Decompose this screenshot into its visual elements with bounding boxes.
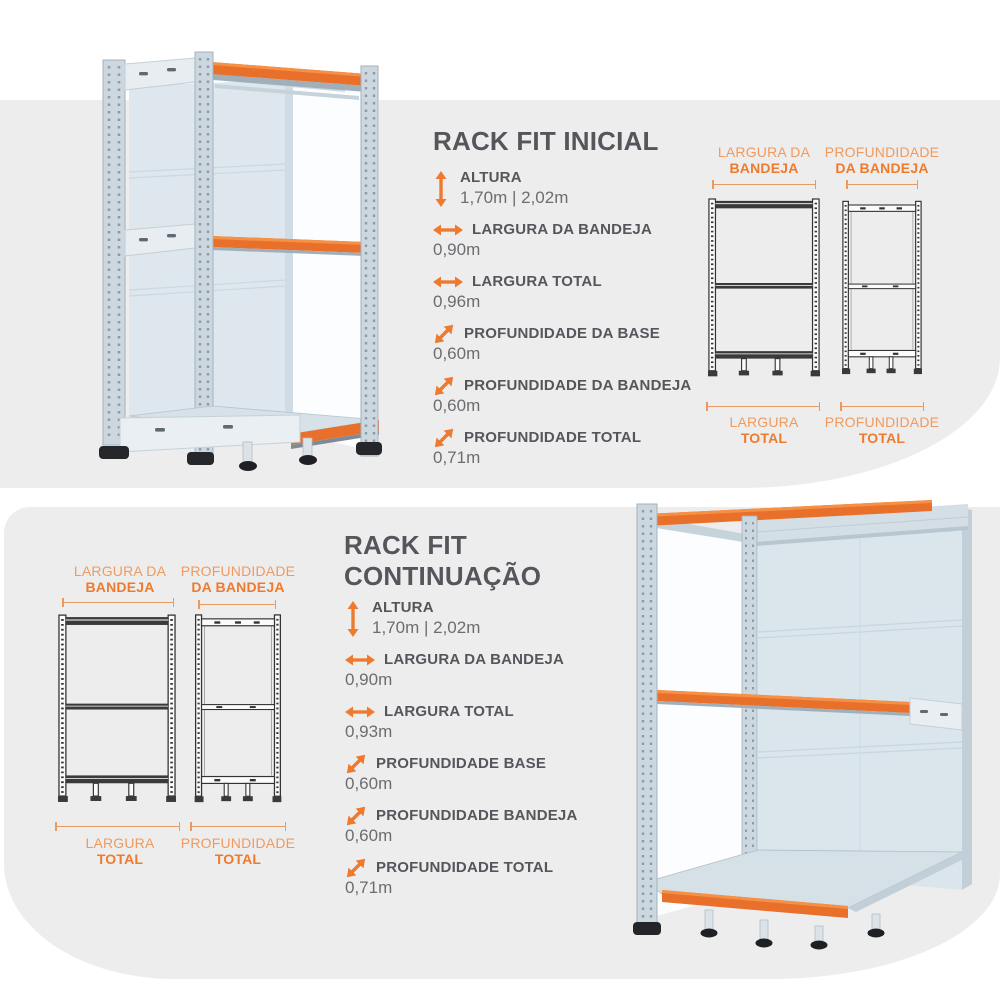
spec-value: 1,70m | 2,02m [372, 618, 481, 637]
dim-label-line: PROFUNDIDADE [180, 563, 296, 579]
dim-label-line: PROFUNDIDADE [824, 144, 940, 160]
dim-label-line: TOTAL [214, 851, 262, 867]
depth-arrow-icon [345, 753, 367, 775]
measurement-line [840, 402, 924, 411]
dim-label-line: PROFUNDIDADE [180, 835, 296, 851]
spec-value: 0,90m [345, 670, 393, 689]
dim-label-largura-total [704, 414, 824, 446]
spec-label: PROFUNDIDADE DA BASE [464, 325, 660, 342]
diagram-group-continuacao [0, 555, 300, 885]
section-title-inicial: RACK FIT INICIAL [433, 126, 659, 156]
dim-label-line: DA BANDEJA [191, 579, 285, 595]
depth-arrow-icon [345, 857, 367, 879]
spec-label: PROFUNDIDADE TOTAL [376, 859, 554, 876]
depth-arrow-icon [433, 323, 455, 345]
dim-label-line: PROFUNDIDADE [824, 414, 940, 430]
dim-label-profundidade-total [822, 414, 942, 446]
spec-label: PROFUNDIDADE BASE [376, 755, 547, 772]
width-arrow-icon [433, 223, 463, 237]
spec-row-largura-total [345, 702, 645, 742]
rack-front-view-diagram [708, 190, 820, 390]
width-arrow-icon [345, 705, 375, 719]
dim-label-line: TOTAL [740, 430, 788, 446]
measurement-line [706, 402, 820, 411]
spec-list-inicial [433, 168, 733, 480]
width-arrow-icon [433, 275, 463, 289]
spec-value: 0,60m [433, 396, 481, 415]
spec-label: LARGURA DA BANDEJA [472, 221, 652, 238]
spec-value: 0,71m [433, 448, 481, 467]
dim-label-largura-bandeja [60, 563, 180, 595]
spec-label: LARGURA DA BANDEJA [384, 651, 564, 668]
spec-row-profundidade-base [433, 324, 733, 364]
dim-label-largura-bandeja [704, 144, 824, 176]
spec-value: 0,60m [345, 826, 393, 845]
spec-value: 0,71m [345, 878, 393, 897]
spec-label: ALTURA [460, 169, 522, 186]
dim-label-profundidade-bandeja [178, 563, 298, 595]
spec-row-altura [433, 168, 733, 208]
dim-label-line: BANDEJA [729, 160, 799, 176]
dim-label-line: TOTAL [858, 430, 906, 446]
spec-value: 0,90m [433, 240, 481, 259]
spec-row-profundidade-base [345, 754, 645, 794]
spec-row-profundidade-bandeja [433, 376, 733, 416]
dim-label-line: LARGURA DA [73, 563, 167, 579]
measurement-line [190, 822, 286, 831]
dim-label-line: DA BANDEJA [835, 160, 929, 176]
measurement-line [846, 180, 918, 189]
spec-value: 0,96m [433, 292, 481, 311]
spec-label: LARGURA TOTAL [384, 703, 514, 720]
spec-row-profundidade-total [345, 858, 645, 898]
spec-list-continuacao [345, 598, 645, 910]
spec-label: ALTURA [372, 599, 434, 616]
spec-label: PROFUNDIDADE DA BANDEJA [464, 377, 692, 394]
rack-front-view-diagram [58, 610, 176, 812]
spec-value: 0,60m [433, 344, 481, 363]
spec-value: 0,93m [345, 722, 393, 741]
dim-label-line: LARGURA DA [717, 144, 811, 160]
measurement-line [712, 180, 816, 189]
spec-row-altura [345, 598, 645, 638]
rack-3d-render-inicial [95, 22, 395, 472]
spec-label: PROFUNDIDADE BANDEJA [376, 807, 578, 824]
spec-value: 0,60m [345, 774, 393, 793]
spec-label: LARGURA TOTAL [472, 273, 602, 290]
dim-label-profundidade-bandeja [822, 144, 942, 176]
width-arrow-icon [345, 653, 375, 667]
height-arrow-icon [345, 601, 361, 637]
spec-row-profundidade-bandeja [345, 806, 645, 846]
dim-label-profundidade-total [178, 835, 298, 867]
dim-label-largura-total [60, 835, 180, 867]
depth-arrow-icon [433, 375, 455, 397]
rack-side-view-diagram [194, 610, 282, 812]
spec-row-largura-bandeja [345, 650, 645, 690]
height-arrow-icon [433, 171, 449, 207]
depth-arrow-icon [345, 805, 367, 827]
dim-label-line: TOTAL [96, 851, 144, 867]
measurement-line [198, 600, 276, 609]
measurement-line [55, 822, 180, 831]
spec-label: PROFUNDIDADE TOTAL [464, 429, 642, 446]
dim-label-line: LARGURA [729, 414, 799, 430]
spec-value: 1,70m | 2,02m [460, 188, 569, 207]
spec-row-profundidade-total [433, 428, 733, 468]
dim-label-line: LARGURA [85, 835, 155, 851]
diagram-group-inicial [690, 140, 990, 460]
spec-row-largura-bandeja [433, 220, 733, 260]
depth-arrow-icon [433, 427, 455, 449]
spec-row-largura-total [433, 272, 733, 312]
section-title-continuacao: RACK FIT CONTINUAÇÃO [344, 530, 542, 591]
rack-3d-render-continuacao [610, 492, 1000, 952]
dim-label-line: BANDEJA [85, 579, 155, 595]
rack-side-view-diagram [842, 190, 922, 390]
measurement-line [62, 598, 174, 607]
